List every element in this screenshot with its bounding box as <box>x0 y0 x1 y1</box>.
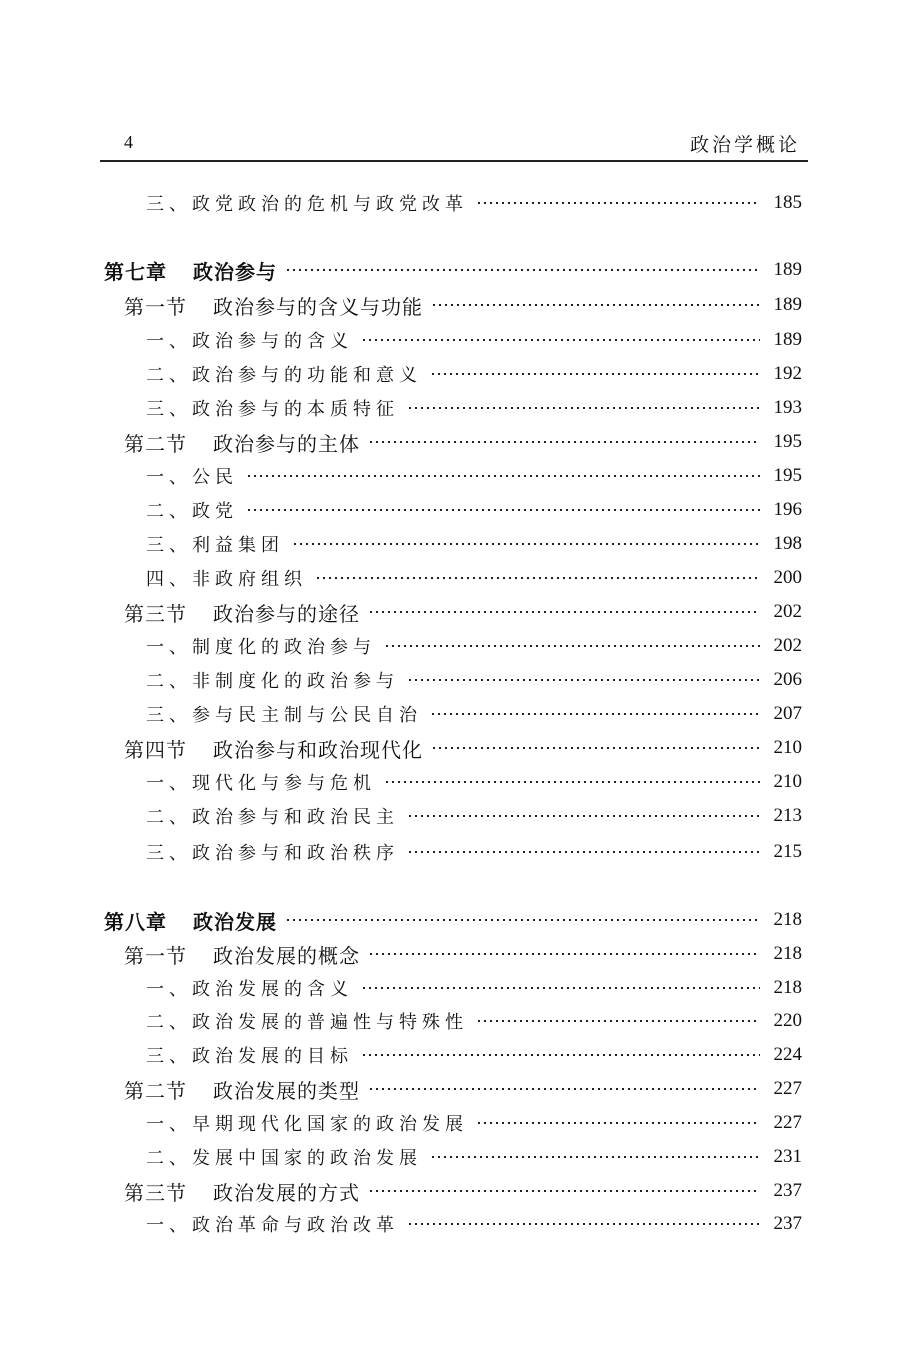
toc-entry-number: 第七章 <box>104 259 167 284</box>
toc-entry-number: 第三节 <box>124 601 187 626</box>
toc-page-number: 200 <box>773 567 802 588</box>
dot-leader <box>407 851 760 853</box>
toc-entry-sub <box>146 563 802 593</box>
toc-entry-sub <box>146 495 802 525</box>
toc-page-number: 231 <box>773 1146 802 1167</box>
toc-entry-title: 一、公民 <box>146 467 238 488</box>
toc-entry-number: 第三节 <box>124 1180 187 1205</box>
toc-entry-chapter <box>104 255 802 285</box>
toc-entry-section <box>124 1176 802 1206</box>
toc-page-number: 210 <box>773 737 802 758</box>
toc-page-number: 202 <box>773 601 802 622</box>
dot-leader <box>368 1088 760 1090</box>
dot-leader <box>476 1122 760 1124</box>
toc-page-number: 237 <box>773 1180 802 1201</box>
toc-entry-sub <box>146 973 802 1003</box>
toc-entry-title: 三、政党政治的危机与政党改革 <box>146 194 468 215</box>
toc-page-number: 227 <box>773 1078 802 1099</box>
dot-leader <box>361 1054 760 1056</box>
toc-entry-title: 三、政治参与和政治秩序 <box>146 843 399 864</box>
dot-leader <box>476 202 760 204</box>
toc-page-number: 189 <box>773 329 802 350</box>
toc-entry-sub <box>146 767 802 797</box>
toc-page-number: 213 <box>773 805 802 826</box>
toc-entry-title <box>124 940 360 969</box>
toc-entry-number: 第一节 <box>124 294 187 319</box>
toc-entry-section <box>124 290 802 320</box>
toc-entry-sub <box>146 325 802 355</box>
toc-entry-sub <box>146 1108 802 1138</box>
dot-leader <box>476 1020 760 1022</box>
toc-page-number: 237 <box>773 1213 802 1234</box>
toc-entry-title: 一、制度化的政治参与 <box>146 637 376 658</box>
toc-entry-title: 三、参与民主制与公民自治 <box>146 705 422 726</box>
toc-entry-label: 政治参与的含义与功能 <box>213 294 423 319</box>
toc-page-number: 198 <box>773 533 802 554</box>
toc-entry-sub <box>146 393 802 423</box>
toc-page-number: 195 <box>773 465 802 486</box>
toc-entry-title: 二、政治参与和政治民主 <box>146 807 399 828</box>
dot-leader <box>384 645 760 647</box>
toc-page-number: 220 <box>773 1010 802 1031</box>
toc-entry-title: 三、利益集团 <box>146 535 284 556</box>
toc-entry-sub <box>146 529 802 559</box>
toc-entry-sub <box>146 188 802 218</box>
toc-page-number: 218 <box>773 977 802 998</box>
toc-entry-title: 三、政治参与的本质特征 <box>146 399 399 420</box>
toc-entry-title <box>124 291 423 320</box>
toc-page-number: 227 <box>773 1112 802 1133</box>
toc-entry-section <box>124 733 802 763</box>
dot-leader <box>407 679 760 681</box>
toc-entry-sub <box>146 1209 802 1239</box>
toc-page-number: 207 <box>773 703 802 724</box>
toc-entry-title: 二、政治参与的功能和意义 <box>146 365 422 386</box>
toc-entry-label: 政治参与的主体 <box>213 431 360 456</box>
dot-leader <box>368 1190 760 1192</box>
toc-entry-label: 政治参与和政治现代化 <box>213 737 423 762</box>
toc-entry-sub <box>146 699 802 729</box>
toc-page-number: 185 <box>773 192 802 213</box>
toc-page-number: 218 <box>773 943 802 964</box>
book-title: 政治学概论 <box>689 134 800 156</box>
toc-entry-title <box>124 734 423 763</box>
toc-page-number: 206 <box>773 669 802 690</box>
toc-page-number: 215 <box>773 841 802 862</box>
toc-page-number: 202 <box>773 635 802 656</box>
toc-entry-title <box>124 598 360 627</box>
dot-leader <box>407 407 760 409</box>
toc-page-number: 192 <box>773 363 802 384</box>
toc-entry-section <box>124 939 802 969</box>
toc-entry-title: 一、政治发展的含义 <box>146 979 353 1000</box>
toc-entry-title: 一、早期现代化国家的政治发展 <box>146 1114 468 1135</box>
toc-entry-sub <box>146 665 802 695</box>
toc-entry-section <box>124 597 802 627</box>
toc-page-number: 189 <box>773 259 802 280</box>
toc-entry-number: 第二节 <box>124 1078 187 1103</box>
dot-leader <box>368 611 760 613</box>
toc-entry-label: 政治发展 <box>193 909 277 934</box>
toc-entry-label: 政治参与 <box>193 259 277 284</box>
toc-entry-label: 政治发展的概念 <box>213 943 360 968</box>
toc-entry-sub <box>146 631 802 661</box>
toc-entry-title: 二、非制度化的政治参与 <box>146 671 399 692</box>
toc-entry-number: 第一节 <box>124 943 187 968</box>
dot-leader <box>246 509 760 511</box>
dot-leader <box>431 304 760 306</box>
toc-entry-title: 一、政治参与的含义 <box>146 331 353 352</box>
dot-leader <box>285 919 760 921</box>
dot-leader <box>246 475 760 477</box>
dot-leader <box>430 713 760 715</box>
toc-entry-title <box>124 1075 360 1104</box>
toc-page-number: 189 <box>773 294 802 315</box>
dot-leader <box>384 781 760 783</box>
toc-entry-title: 二、政党 <box>146 501 238 522</box>
toc-entry-title: 二、政治发展的普遍性与特殊性 <box>146 1012 468 1033</box>
dot-leader <box>368 441 760 443</box>
toc-entry-number: 第八章 <box>104 909 167 934</box>
toc-page-number: 224 <box>773 1044 802 1065</box>
toc-page-number: 196 <box>773 499 802 520</box>
toc-page-number: 218 <box>773 909 802 930</box>
toc-entry-number: 第二节 <box>124 431 187 456</box>
toc-entry-sub <box>146 1040 802 1070</box>
toc-entry-title: 一、政治革命与政治改革 <box>146 1215 399 1236</box>
dot-leader <box>430 373 760 375</box>
toc-entry-label: 政治发展的方式 <box>213 1180 360 1205</box>
toc-entry-sub <box>146 801 802 831</box>
dot-leader <box>407 1223 760 1225</box>
toc-page-number: 195 <box>773 431 802 452</box>
dot-leader <box>292 543 760 545</box>
dot-leader <box>431 747 760 749</box>
toc-entry-section <box>124 427 802 457</box>
dot-leader <box>430 1156 760 1158</box>
toc-entry-title <box>104 256 277 285</box>
toc-entry-section <box>124 1074 802 1104</box>
dot-leader <box>315 577 760 579</box>
toc-page-number: 210 <box>773 771 802 792</box>
toc-entry-title: 二、发展中国家的政治发展 <box>146 1148 422 1169</box>
toc-entry-title <box>124 428 360 457</box>
toc-entry-title <box>124 1177 360 1206</box>
toc-entry-title: 一、现代化与参与危机 <box>146 773 376 794</box>
toc-page-number: 193 <box>773 397 802 418</box>
toc-entry-sub <box>146 1142 802 1172</box>
toc-entry-number: 第四节 <box>124 737 187 762</box>
toc-entry-title <box>104 906 277 935</box>
toc-entry-sub <box>146 1006 802 1036</box>
toc-entry-title: 三、政治发展的目标 <box>146 1046 353 1067</box>
toc-entry-sub <box>146 837 802 867</box>
toc-entry-title: 四、非政府组织 <box>146 569 307 590</box>
toc-entry-label: 政治发展的类型 <box>213 1078 360 1103</box>
dot-leader <box>361 339 760 341</box>
toc-entry-sub <box>146 461 802 491</box>
dot-leader <box>368 953 760 955</box>
page-number: 4 <box>124 132 133 152</box>
dot-leader <box>361 987 760 989</box>
toc-entry-sub <box>146 359 802 389</box>
dot-leader <box>407 815 760 817</box>
toc-entry-label: 政治参与的途径 <box>213 601 360 626</box>
dot-leader <box>285 269 760 271</box>
toc-entry-chapter <box>104 905 802 935</box>
